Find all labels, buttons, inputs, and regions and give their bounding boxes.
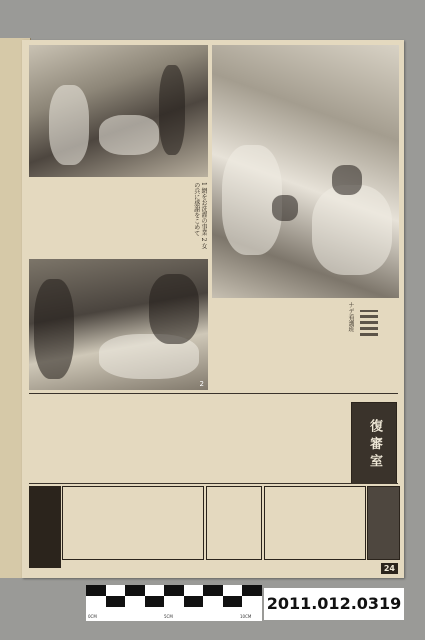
advert-image bbox=[367, 486, 400, 560]
subscription-table bbox=[62, 486, 204, 560]
ruler-label: 10CM bbox=[240, 614, 252, 619]
photo-soldiers-signing bbox=[29, 259, 208, 390]
photo-number: 2 bbox=[199, 380, 204, 388]
subscription-banner bbox=[29, 486, 61, 568]
caption-right bbox=[266, 302, 354, 392]
decorative-marker bbox=[360, 310, 378, 336]
ruler-label: 0CM bbox=[88, 614, 97, 619]
caption-left bbox=[117, 182, 207, 255]
photo-nurses-working bbox=[212, 45, 399, 298]
photo-vendors-cart bbox=[29, 45, 208, 177]
ruler-label: 5CM bbox=[164, 614, 173, 619]
divider bbox=[29, 393, 398, 394]
color-scale-ruler bbox=[86, 585, 262, 621]
caption-left-title: 1 網をお洗濯の事業 bbox=[200, 182, 207, 236]
column-title: 復 審 室 bbox=[351, 402, 397, 484]
catalog-number: 2011.012.0319 bbox=[264, 588, 404, 620]
publisher-info bbox=[206, 486, 262, 560]
reader-letters-column bbox=[29, 396, 349, 486]
caption-right-title: ナデ看護班 bbox=[347, 302, 354, 332]
divider bbox=[29, 483, 398, 484]
magazine-page bbox=[22, 40, 404, 578]
notice-box bbox=[264, 486, 366, 560]
page-number: 24 bbox=[381, 563, 398, 574]
caption-left-sub: 2 女の兵に感謝をこめて bbox=[192, 182, 207, 250]
